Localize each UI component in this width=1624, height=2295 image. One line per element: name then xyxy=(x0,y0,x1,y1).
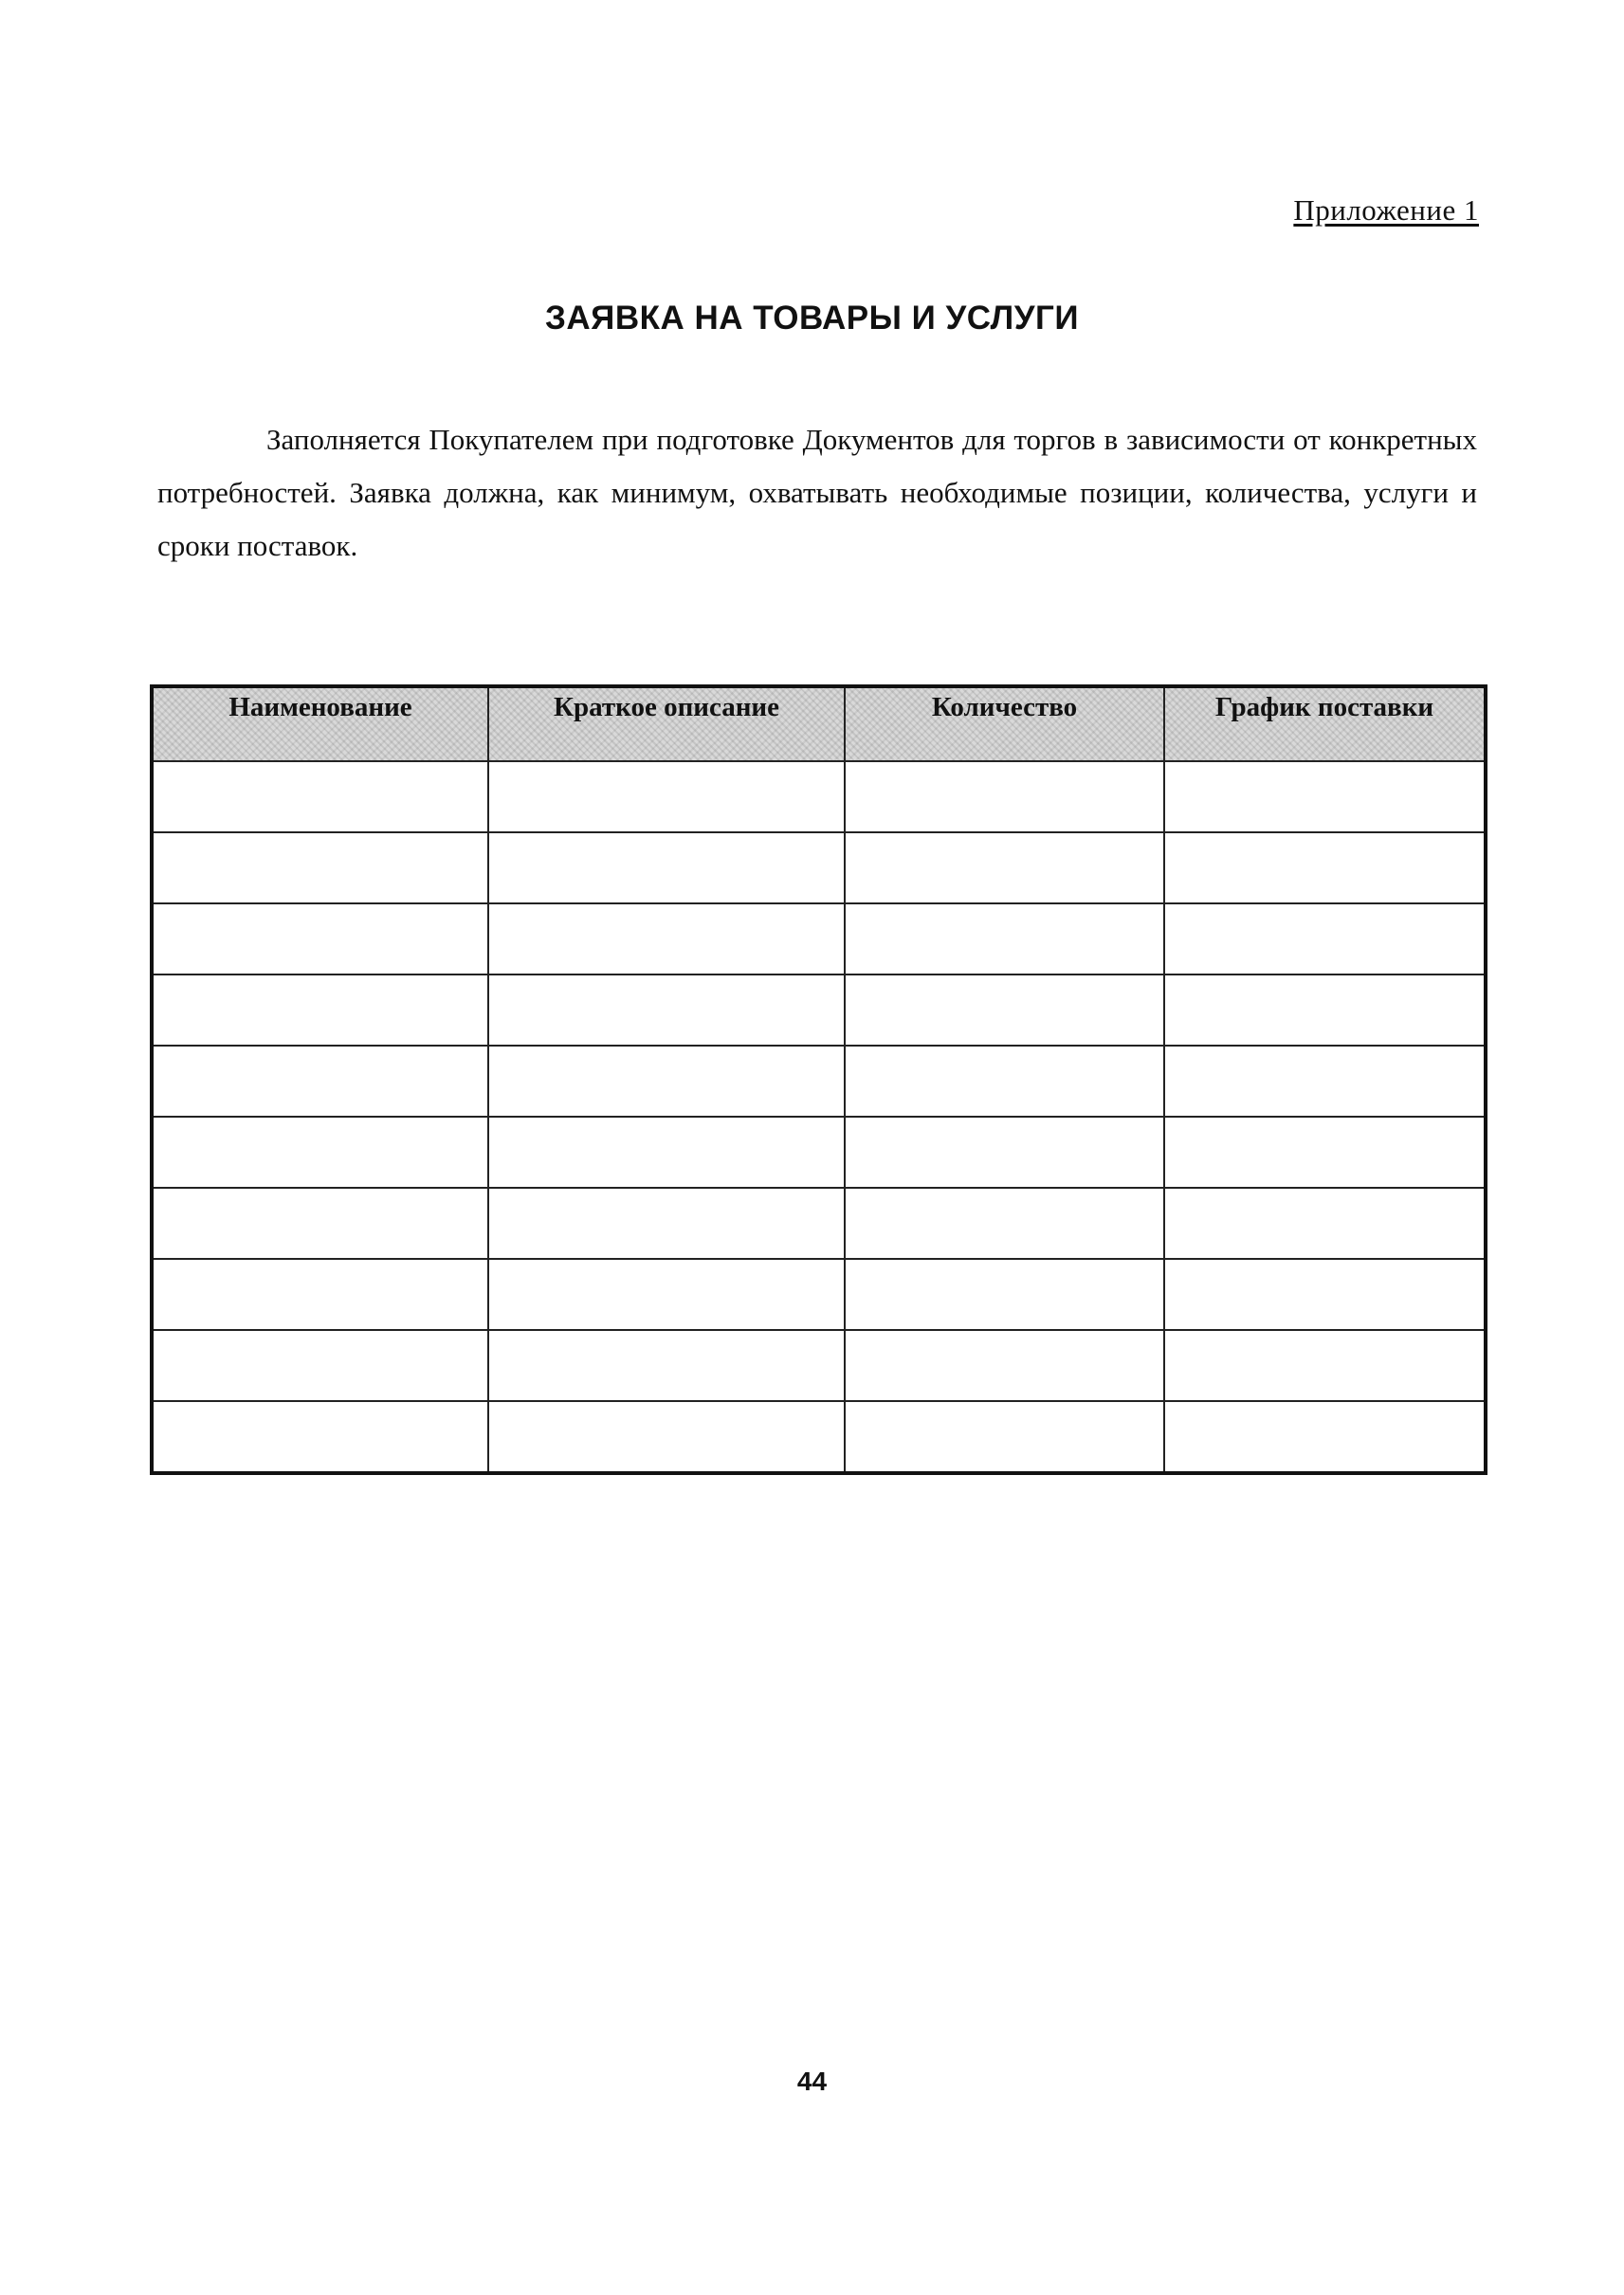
description-cell[interactable] xyxy=(488,832,845,903)
delivery-schedule-cell[interactable] xyxy=(1164,1401,1486,1473)
name-cell[interactable] xyxy=(152,1330,488,1401)
intro-paragraph: Заполняется Покупателем при подготовке Документов для торгов в зависимости от конкретных потребностей. Заявка должна, как минимум, охватывать необходимые позиции, количества, услуги и сроки поставок. xyxy=(157,423,1477,562)
delivery-schedule-cell[interactable] xyxy=(1164,1117,1486,1188)
table-row xyxy=(152,974,1486,1046)
page-number: 44 xyxy=(796,2067,828,2096)
quantity-cell[interactable] xyxy=(845,903,1164,974)
table-body xyxy=(152,761,1486,1473)
name-cell[interactable] xyxy=(152,1259,488,1330)
name-cell[interactable] xyxy=(152,1401,488,1473)
column-header-delivery-schedule: График поставки xyxy=(1164,686,1486,761)
table-row xyxy=(152,903,1486,974)
appendix-label: Приложение 1 xyxy=(1293,193,1479,227)
quantity-cell[interactable] xyxy=(845,1330,1164,1401)
table-row xyxy=(152,1188,1486,1259)
description-cell[interactable] xyxy=(488,1401,845,1473)
name-cell[interactable] xyxy=(152,1117,488,1188)
delivery-schedule-cell[interactable] xyxy=(1164,1046,1486,1117)
name-cell[interactable] xyxy=(152,1046,488,1117)
quantity-cell[interactable] xyxy=(845,974,1164,1046)
description-cell[interactable] xyxy=(488,1117,845,1188)
name-cell[interactable] xyxy=(152,974,488,1046)
delivery-schedule-cell[interactable] xyxy=(1164,761,1486,832)
quantity-cell[interactable] xyxy=(845,1401,1164,1473)
column-header-quantity: Количество xyxy=(845,686,1164,761)
quantity-cell[interactable] xyxy=(845,1188,1164,1259)
request-table xyxy=(150,684,1487,1475)
description-cell[interactable] xyxy=(488,903,845,974)
table-row xyxy=(152,1401,1486,1473)
table-header-row xyxy=(152,686,1486,761)
delivery-schedule-cell[interactable] xyxy=(1164,1330,1486,1401)
description-cell[interactable] xyxy=(488,1259,845,1330)
name-cell[interactable] xyxy=(152,761,488,832)
delivery-schedule-cell[interactable] xyxy=(1164,832,1486,903)
name-cell[interactable] xyxy=(152,832,488,903)
page-title: ЗАЯВКА НА ТОВАРЫ И УСЛУГИ xyxy=(544,300,1080,337)
quantity-cell[interactable] xyxy=(845,1117,1164,1188)
table-row xyxy=(152,761,1486,832)
delivery-schedule-cell[interactable] xyxy=(1164,1259,1486,1330)
delivery-schedule-cell[interactable] xyxy=(1164,974,1486,1046)
description-cell[interactable] xyxy=(488,974,845,1046)
quantity-cell[interactable] xyxy=(845,1046,1164,1117)
delivery-schedule-cell[interactable] xyxy=(1164,903,1486,974)
name-cell[interactable] xyxy=(152,1188,488,1259)
table-row xyxy=(152,1117,1486,1188)
table-row xyxy=(152,832,1486,903)
column-header-description: Краткое описание xyxy=(488,686,845,761)
quantity-cell[interactable] xyxy=(845,761,1164,832)
column-header-name: Наименование xyxy=(152,686,488,761)
table-row xyxy=(152,1330,1486,1401)
table-row xyxy=(152,1259,1486,1330)
quantity-cell[interactable] xyxy=(845,832,1164,903)
name-cell[interactable] xyxy=(152,903,488,974)
delivery-schedule-cell[interactable] xyxy=(1164,1188,1486,1259)
description-cell[interactable] xyxy=(488,1188,845,1259)
quantity-cell[interactable] xyxy=(845,1259,1164,1330)
description-cell[interactable] xyxy=(488,761,845,832)
description-cell[interactable] xyxy=(488,1330,845,1401)
description-cell[interactable] xyxy=(488,1046,845,1117)
table-row xyxy=(152,1046,1486,1117)
